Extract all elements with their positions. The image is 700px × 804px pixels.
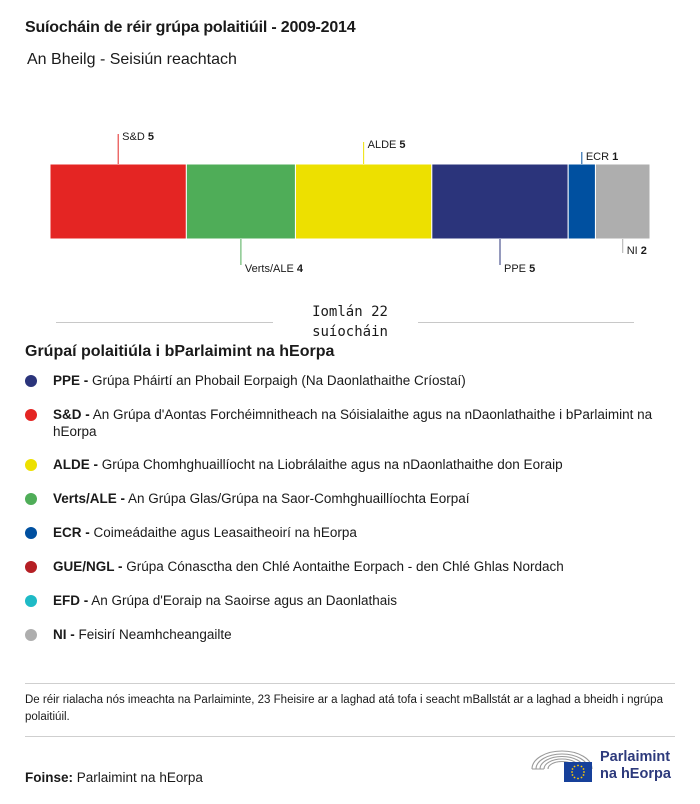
- total-seats-line2: suíocháin: [312, 324, 388, 340]
- logo-line1: Parlaimint: [600, 749, 671, 765]
- legend-item-ecr: [25, 524, 670, 541]
- total-divider-left: [56, 322, 273, 323]
- legend-text: Grúpa Chomhghuaillíocht na Liobrálaithe agus na nDaonlathaithe don Eoraip: [101, 457, 563, 472]
- seat-bar-chart: [0, 118, 700, 288]
- total-seats-line1: Iomlán 22: [312, 304, 388, 320]
- legend-dot-ni: [25, 629, 37, 641]
- legend-abbr: EFD -: [53, 593, 89, 608]
- legend-abbr: Verts/ALE -: [53, 491, 126, 506]
- legend-abbr: GUE/NGL -: [53, 559, 123, 574]
- divider-bottom: [25, 736, 675, 737]
- source-text: Parlaimint na hEorpa: [76, 770, 203, 785]
- legend-abbr: NI -: [53, 627, 75, 642]
- legend-text: An Grúpa d'Eoraip na Saoirse agus an Daonlathais: [91, 593, 398, 608]
- legend-dot-efd: [25, 595, 37, 607]
- legend-title: Grúpaí polaitiúla i bParlaimint na hEorpa: [25, 343, 335, 360]
- legend-item-sd: [25, 406, 670, 440]
- legend-item-efd: [25, 592, 670, 609]
- legend-dot-sd: [25, 409, 37, 421]
- label-verts-ale: Verts/ALE 4: [244, 263, 304, 275]
- label-s-d: S&D 5: [122, 131, 154, 143]
- legend: [25, 372, 670, 660]
- bar-ecr: [568, 164, 595, 239]
- legend-abbr: S&D -: [53, 407, 90, 422]
- divider-top: [25, 683, 675, 684]
- legend-item-verts-ale: [25, 490, 670, 507]
- legend-dot-verts-ale: [25, 493, 37, 505]
- legend-abbr: ALDE -: [53, 457, 98, 472]
- total-seats: [280, 302, 420, 342]
- legend-item-gue-ngl: [25, 558, 670, 575]
- label-ecr: ECR 1: [585, 151, 619, 163]
- logo-line2: na hEorpa: [600, 766, 671, 782]
- total-divider-right: [418, 322, 634, 323]
- legend-text: Grúpa Cónasctha den Chlé Aontaithe Eorpach - den Chlé Ghlas Nordach: [126, 559, 564, 574]
- chart-title: Suíocháin de réir grúpa polaitiúil - 2009-2014: [25, 19, 356, 36]
- legend-item-ni: [25, 626, 670, 643]
- parliament-hemicycle-icon: [530, 743, 594, 789]
- european-parliament-logo: [530, 743, 680, 789]
- legend-dot-gue-ngl: [25, 561, 37, 573]
- bar-alde: [295, 164, 431, 239]
- source-label: Foinse:: [25, 770, 74, 785]
- source-line: [25, 770, 203, 785]
- legend-text: Feisirí Neamhcheangailte: [78, 627, 232, 642]
- bar-s-d: [50, 164, 186, 239]
- legend-dot-ecr: [25, 527, 37, 539]
- bar-ni: [595, 164, 650, 239]
- label-alde: ALDE 5: [367, 139, 406, 151]
- footnote: De réir rialacha nós imeachta na Parlaiminte, 23 Fheisire ar a laghad atá tofa i seacht mBallstát ar a laghad a bheidh i ngrúpa polaitiúil.: [25, 694, 663, 723]
- label-ppe: PPE 5: [504, 263, 536, 275]
- legend-text: An Grúpa Glas/Grúpa na Saor-Comhghuaillíochta Eorpaí: [128, 491, 470, 506]
- legend-abbr: PPE -: [53, 373, 89, 388]
- bar-ppe: [432, 164, 568, 239]
- legend-dot-ppe: [25, 375, 37, 387]
- legend-dot-alde: [25, 459, 37, 471]
- label-ni: NI 2: [626, 245, 647, 257]
- chart-subtitle: An Bheilg - Seisiún reachtach: [27, 51, 237, 68]
- legend-text: Grúpa Pháirtí an Phobail Eorpaigh (Na Daonlathaithe Críostaí): [92, 373, 466, 388]
- legend-item-alde: [25, 456, 670, 473]
- bar-verts-ale: [186, 164, 295, 239]
- legend-abbr: ECR -: [53, 525, 90, 540]
- legend-text: An Grúpa d'Aontas Forchéimnitheach na Sóisialaithe agus na nDaonlathaithe i bParlaimint na hEorpa: [53, 407, 653, 439]
- legend-text: Coimeádaithe agus Leasaitheoirí na hEorpa: [93, 525, 357, 540]
- legend-item-ppe: [25, 372, 670, 389]
